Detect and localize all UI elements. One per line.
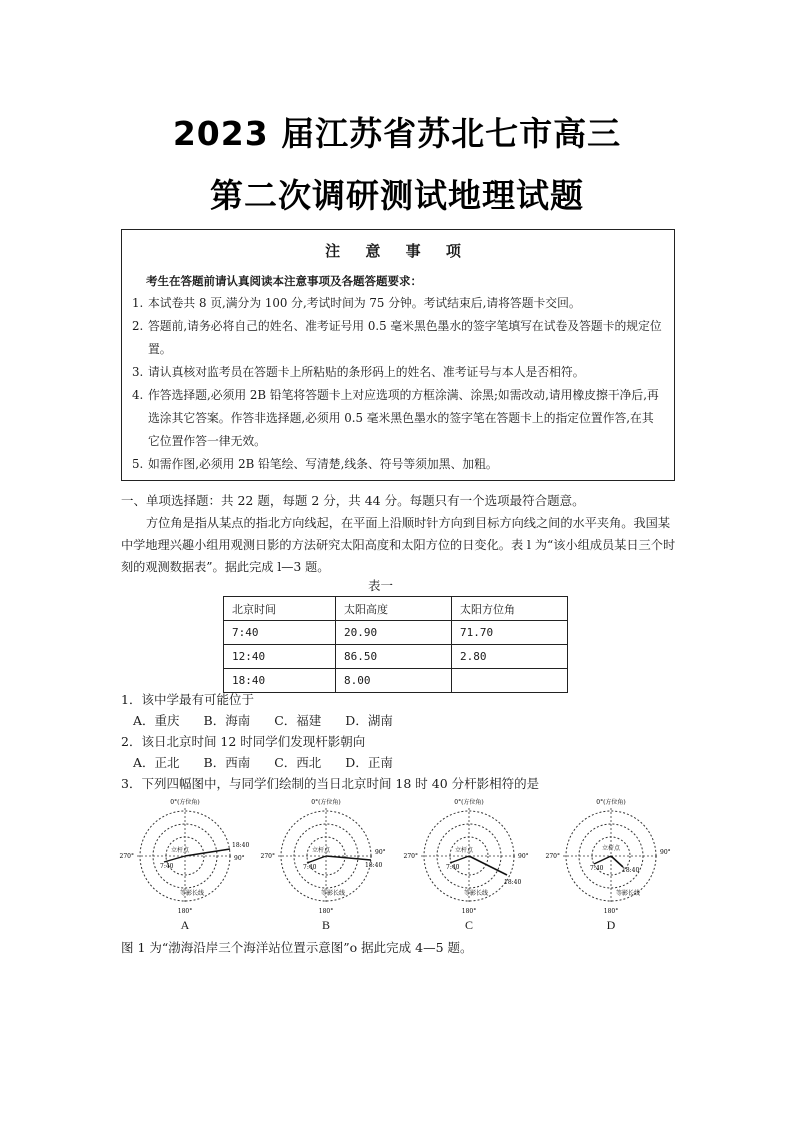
table-row xyxy=(224,621,568,645)
shadow-diagram-c[interactable] xyxy=(404,796,534,914)
option[interactable]: A．正北 xyxy=(133,755,180,770)
morning-label: 7:40 xyxy=(303,864,317,871)
south-label: 180° xyxy=(603,908,619,915)
west-label: 270° xyxy=(403,853,418,860)
east-label: 90° xyxy=(375,849,386,856)
table-cell: 7:40 xyxy=(224,621,336,645)
observation-table xyxy=(223,596,568,693)
south-label: 180° xyxy=(461,908,477,915)
contour-label: 等影长线 xyxy=(180,890,205,897)
morning-label: 7:40 xyxy=(590,865,604,872)
notice-item xyxy=(132,361,662,384)
notice-item-text: 答题前,请务必将自己的姓名、准考证号用 0.5 毫米黑色墨水的签字笔填写在试卷及答题卡的规定位置。 xyxy=(148,319,662,356)
option[interactable]: B．西南 xyxy=(203,755,251,770)
option[interactable]: D．湖南 xyxy=(345,713,393,728)
table-cell: 71.70 xyxy=(452,621,568,645)
contour-label: 等影长线 xyxy=(464,890,489,897)
option[interactable]: A．重庆 xyxy=(133,713,180,728)
section-heading: 一、单项选择题：共 22 题，每题 2 分，共 44 分。每题只有一个选项最符合题意。 xyxy=(121,493,585,508)
document-title-line-2: 第二次调研测试地理试题 xyxy=(210,176,584,215)
morning-label: 7:40 xyxy=(446,864,460,871)
notice-item xyxy=(132,292,662,315)
west-label: 270° xyxy=(545,853,560,860)
document-title-line-1: 2023 届江苏省苏北七市高三 xyxy=(172,114,622,153)
north-label: 0°(方位角) xyxy=(454,799,484,806)
evening-label: 18:40 xyxy=(504,879,522,886)
shadow-diagram-svg xyxy=(546,796,676,914)
intro-paragraph: 方位角是指从某点的指北方向线起，在平面上沿顺时针方向到目标方向线之间的水平夹角。我国某中学地理兴趣小组用观测日影的方法研究太阳高度和太阳方位的日变化。表 l 为“该小组成员某日三个时刻的观测数据表”。据此完成 l—3 题。 xyxy=(121,516,676,574)
table-header-row xyxy=(224,597,568,621)
question-1-stem: 1．该中学最有可能位于 xyxy=(121,692,254,707)
notice-item-number: 5. xyxy=(132,457,144,471)
shadow-diagram-svg xyxy=(120,796,250,914)
diagram-label-d: D xyxy=(606,918,616,932)
option[interactable]: B．海南 xyxy=(203,713,251,728)
question-3-stem: 3．下列四幅图中，与同学们绘制的当日北京时间 18 时 40 分杆影相符的是 xyxy=(121,776,540,791)
center-label: 立杆点 xyxy=(170,847,190,854)
center-label: 立杆点 xyxy=(454,847,474,854)
notice-item-number: 4. xyxy=(132,388,144,402)
table-header-cell: 北京时间 xyxy=(224,597,336,621)
shadow-diagram-a[interactable] xyxy=(120,796,250,914)
east-label: 90° xyxy=(660,849,671,856)
notice-intro: 考生在答题前请认真阅读本注意事项及各题答题要求： xyxy=(146,274,422,288)
evening-label: 18:40 xyxy=(232,842,250,849)
notice-item xyxy=(132,315,662,361)
table-cell: 18:40 xyxy=(224,669,336,693)
west-label: 270° xyxy=(260,853,275,860)
notice-item-text: 作答选择题,必须用 2B 铅笔将答题卡上对应选项的方框涂满、涂黑;如需改动,请用橡皮擦干净后,再选涂其它答案。作答非选择题,必须用 0.5 毫米黑色墨水的签字笔在答题卡上的指定位置作答,在其它位置作答一律无效。 xyxy=(148,388,659,448)
notice-list xyxy=(132,292,662,476)
diagram-label-c: C xyxy=(464,918,473,932)
diagram-label-a: A xyxy=(180,918,190,932)
notice-item-text: 本试卷共 8 页,满分为 100 分,考试时间为 75 分钟。考试结束后,请将答题卡交回。 xyxy=(148,296,581,310)
table-cell: 20.90 xyxy=(336,621,452,645)
shadow-diagram-svg xyxy=(261,796,391,914)
table-cell xyxy=(452,669,568,693)
notice-box xyxy=(121,229,675,481)
shadow-diagram-b[interactable] xyxy=(261,796,391,914)
north-label: 0°(方位角) xyxy=(170,799,200,806)
question-1-options xyxy=(133,711,417,729)
center-label: 立杆点 xyxy=(601,845,621,852)
closing-line: 图 1 为“渤海沿岸三个海洋站位置示意图”o 据此完成 4—5 题。 xyxy=(121,940,473,955)
north-label: 0°(方位角) xyxy=(596,799,626,806)
diagram-label-b: B xyxy=(321,918,330,932)
table-row xyxy=(224,669,568,693)
east-label: 90° xyxy=(518,853,529,860)
question-2-stem: 2．该日北京时间 12 时同学们发现杆影朝向 xyxy=(121,734,366,749)
notice-heading: 注 意 事 项 xyxy=(325,242,471,260)
notice-item-text: 请认真核对监考员在答题卡上所粘贴的条形码上的姓名、准考证号与本人是否相符。 xyxy=(148,365,585,379)
option[interactable]: C．西北 xyxy=(274,755,322,770)
shadow-diagram-d[interactable] xyxy=(546,796,676,914)
table-cell: 2.80 xyxy=(452,645,568,669)
table-row xyxy=(224,645,568,669)
east-label: 90° xyxy=(234,855,245,862)
option[interactable]: D．正南 xyxy=(345,755,393,770)
notice-item-number: 1. xyxy=(132,296,144,310)
west-label: 270° xyxy=(119,853,134,860)
table-cell: 12:40 xyxy=(224,645,336,669)
notice-item xyxy=(132,384,662,453)
evening-label: 18:40 xyxy=(365,862,383,869)
south-label: 180° xyxy=(177,908,193,915)
contour-label: 等影长线 xyxy=(616,890,641,897)
contour-label: 等影长线 xyxy=(321,890,346,897)
table-header-cell: 太阳高度 xyxy=(336,597,452,621)
shadow-diagram-svg xyxy=(404,796,534,914)
south-label: 180° xyxy=(318,908,334,915)
table-caption: 表一 xyxy=(368,578,394,593)
table-cell: 8.00 xyxy=(336,669,452,693)
notice-item-number: 3. xyxy=(132,365,144,379)
table-header-cell: 太阳方位角 xyxy=(452,597,568,621)
center-label: 立杆点 xyxy=(311,847,331,854)
notice-item-number: 2. xyxy=(132,319,144,333)
evening-label: 18:40 xyxy=(622,867,640,874)
morning-label: 7:40 xyxy=(160,863,174,870)
north-label: 0°(方位角) xyxy=(311,799,341,806)
question-2-options xyxy=(133,753,417,771)
option[interactable]: C．福建 xyxy=(274,713,322,728)
notice-item-text: 如需作图,必须用 2B 铅笔绘、写清楚,线条、符号等须加黑、加粗。 xyxy=(148,457,498,471)
table-cell: 86.50 xyxy=(336,645,452,669)
notice-item xyxy=(132,453,662,476)
